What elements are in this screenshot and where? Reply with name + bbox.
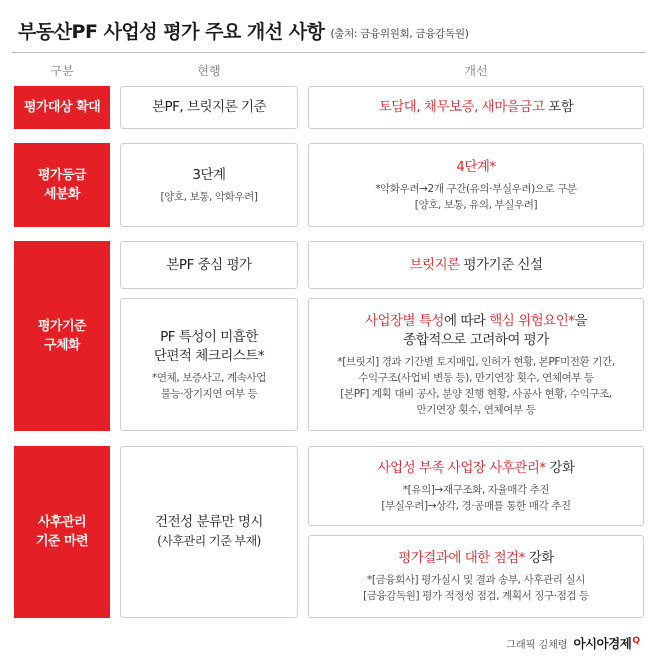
improved-post-b-suffix: 강화 [524, 550, 554, 566]
brand-logo: 아시아경제 [573, 636, 632, 651]
improved-post-b-note1: *[금융회사] 평가실시 및 결과 송부, 사후관리 실시 [367, 574, 585, 586]
current-grade-note: [양호, 보통, 악화우려] [160, 190, 258, 203]
improved-post-a-highlight: 사업성 부족 사업장 사후관리* [377, 459, 546, 476]
improved-criteria-b-note2: 수익구조(사업비 변동 등), 만기연장 횟수, 연체여부 등 [358, 371, 594, 384]
column-header-improved: 개선 [464, 64, 488, 78]
improved-scope [308, 86, 644, 129]
improved-criteria-b-end: 을 [574, 312, 588, 329]
improved-criteria-b-note3: [본PF] 계획 대비 공사, 분양 진행 현황, 사공사 현황, 수익구조, [340, 387, 612, 400]
current-criteria-a [120, 241, 298, 289]
category-post-line2: 기준 마련 [35, 534, 89, 549]
category-scope [14, 86, 110, 129]
header [18, 14, 644, 44]
improved-scope-suffix: 포함 [544, 99, 574, 115]
improved-criteria-b-highlight2: 핵심 위험요인* [489, 312, 575, 329]
column-header-current: 현행 [197, 64, 221, 78]
current-criteria-b-line1: PF 특성이 미흡한 [160, 328, 258, 345]
current-scope [120, 86, 298, 129]
improved-grade-text: 4단계* [456, 158, 496, 175]
improved-post-a-suffix: 강화 [545, 459, 575, 476]
improved-post-b-note2: [금융감독원] 평가 적정성 점검, 계획서 징구·점검 등 [363, 590, 589, 602]
category-grade-line1: 평가등급 [37, 168, 87, 183]
category-criteria-line1: 평가기준 [37, 319, 87, 334]
improved-post-a-note2: [부실우려]→상각, 경·공매를 통한 매각 추진 [381, 499, 571, 512]
current-grade [120, 143, 298, 227]
category-criteria-line2: 구체화 [43, 338, 81, 353]
current-post [120, 446, 298, 618]
category-post [14, 446, 110, 618]
header-divider [12, 52, 646, 53]
improved-post-a-text [378, 459, 575, 478]
improved-criteria-b-line1 [365, 312, 587, 331]
improved-criteria-a-highlight: 브릿지론 [409, 256, 460, 273]
category-scope-label: 평가대상 확대 [23, 100, 101, 115]
current-grade-text: 3단계 [192, 166, 226, 183]
current-post-line2: (사후관리 기준 부재) [157, 534, 261, 548]
improved-criteria-a [308, 241, 644, 289]
column-header-category: 구분 [50, 64, 74, 78]
improved-post-b-highlight: 평가결과에 대한 점검* [398, 550, 525, 566]
graphic-credit: 그래픽 김채령 [506, 640, 568, 651]
improved-scope-highlight: 토담대, 채무보증, 새마을금고 [378, 99, 545, 115]
current-post-line1: 건전성 분류만 명시 [155, 514, 263, 530]
category-grade [14, 143, 110, 227]
improved-grade-note2: [양호, 보통, 유의, 부실우려] [414, 198, 538, 211]
improved-criteria-a-text [409, 256, 542, 275]
improved-scope-text [379, 98, 574, 117]
improved-criteria-b [308, 298, 644, 431]
current-scope-text: 본PF, 브릿지론 기준 [151, 99, 267, 115]
improved-grade-note1: *악화우려→2개 구간(유의·부실우려)으로 구분 [375, 182, 577, 195]
brand-mark-icon: Q [632, 636, 640, 646]
category-grade-line2: 세분화 [43, 187, 81, 202]
improved-criteria-b-note1: *[브릿지] 경과 기간별 토지매입, 인허가 현황, 본PF미전환 기간, [337, 355, 615, 368]
improved-criteria-b-highlight1: 사업장별 특성 [364, 312, 444, 329]
improved-post-a [308, 446, 644, 526]
category-criteria [14, 241, 110, 431]
improved-post-a-note1: *[유의]→재구조화, 자율매각 추진 [402, 483, 550, 496]
page-title: 부동산PF 사업성 평가 주요 개선 사항 [18, 21, 325, 43]
current-criteria-b-note2: 불능·장기지연 여부 등 [160, 387, 258, 400]
source-note: (출처: 금융위원회, 금융감독원) [330, 28, 469, 40]
current-criteria-b-line2: 단편적 체크리스트* [153, 347, 265, 364]
improved-criteria-a-suffix: 평가기준 신설 [459, 256, 543, 273]
improved-grade [308, 143, 644, 227]
improved-criteria-b-line2: 종합적으로 고려하여 평가 [403, 331, 549, 348]
footer [506, 634, 640, 652]
current-criteria-a-text: 본PF 중심 평가 [166, 256, 252, 273]
current-criteria-b-note1: *연체, 보증사고, 계속사업 [151, 371, 267, 384]
improved-post-b [308, 535, 644, 618]
current-criteria-b [120, 298, 298, 431]
improved-post-b-text [398, 549, 554, 568]
improved-criteria-b-note4: 만기연장 횟수, 연체여부 등 [416, 403, 536, 416]
category-post-line1: 사후관리 [37, 515, 87, 530]
improved-criteria-b-mid: 에 따라 [443, 312, 490, 329]
